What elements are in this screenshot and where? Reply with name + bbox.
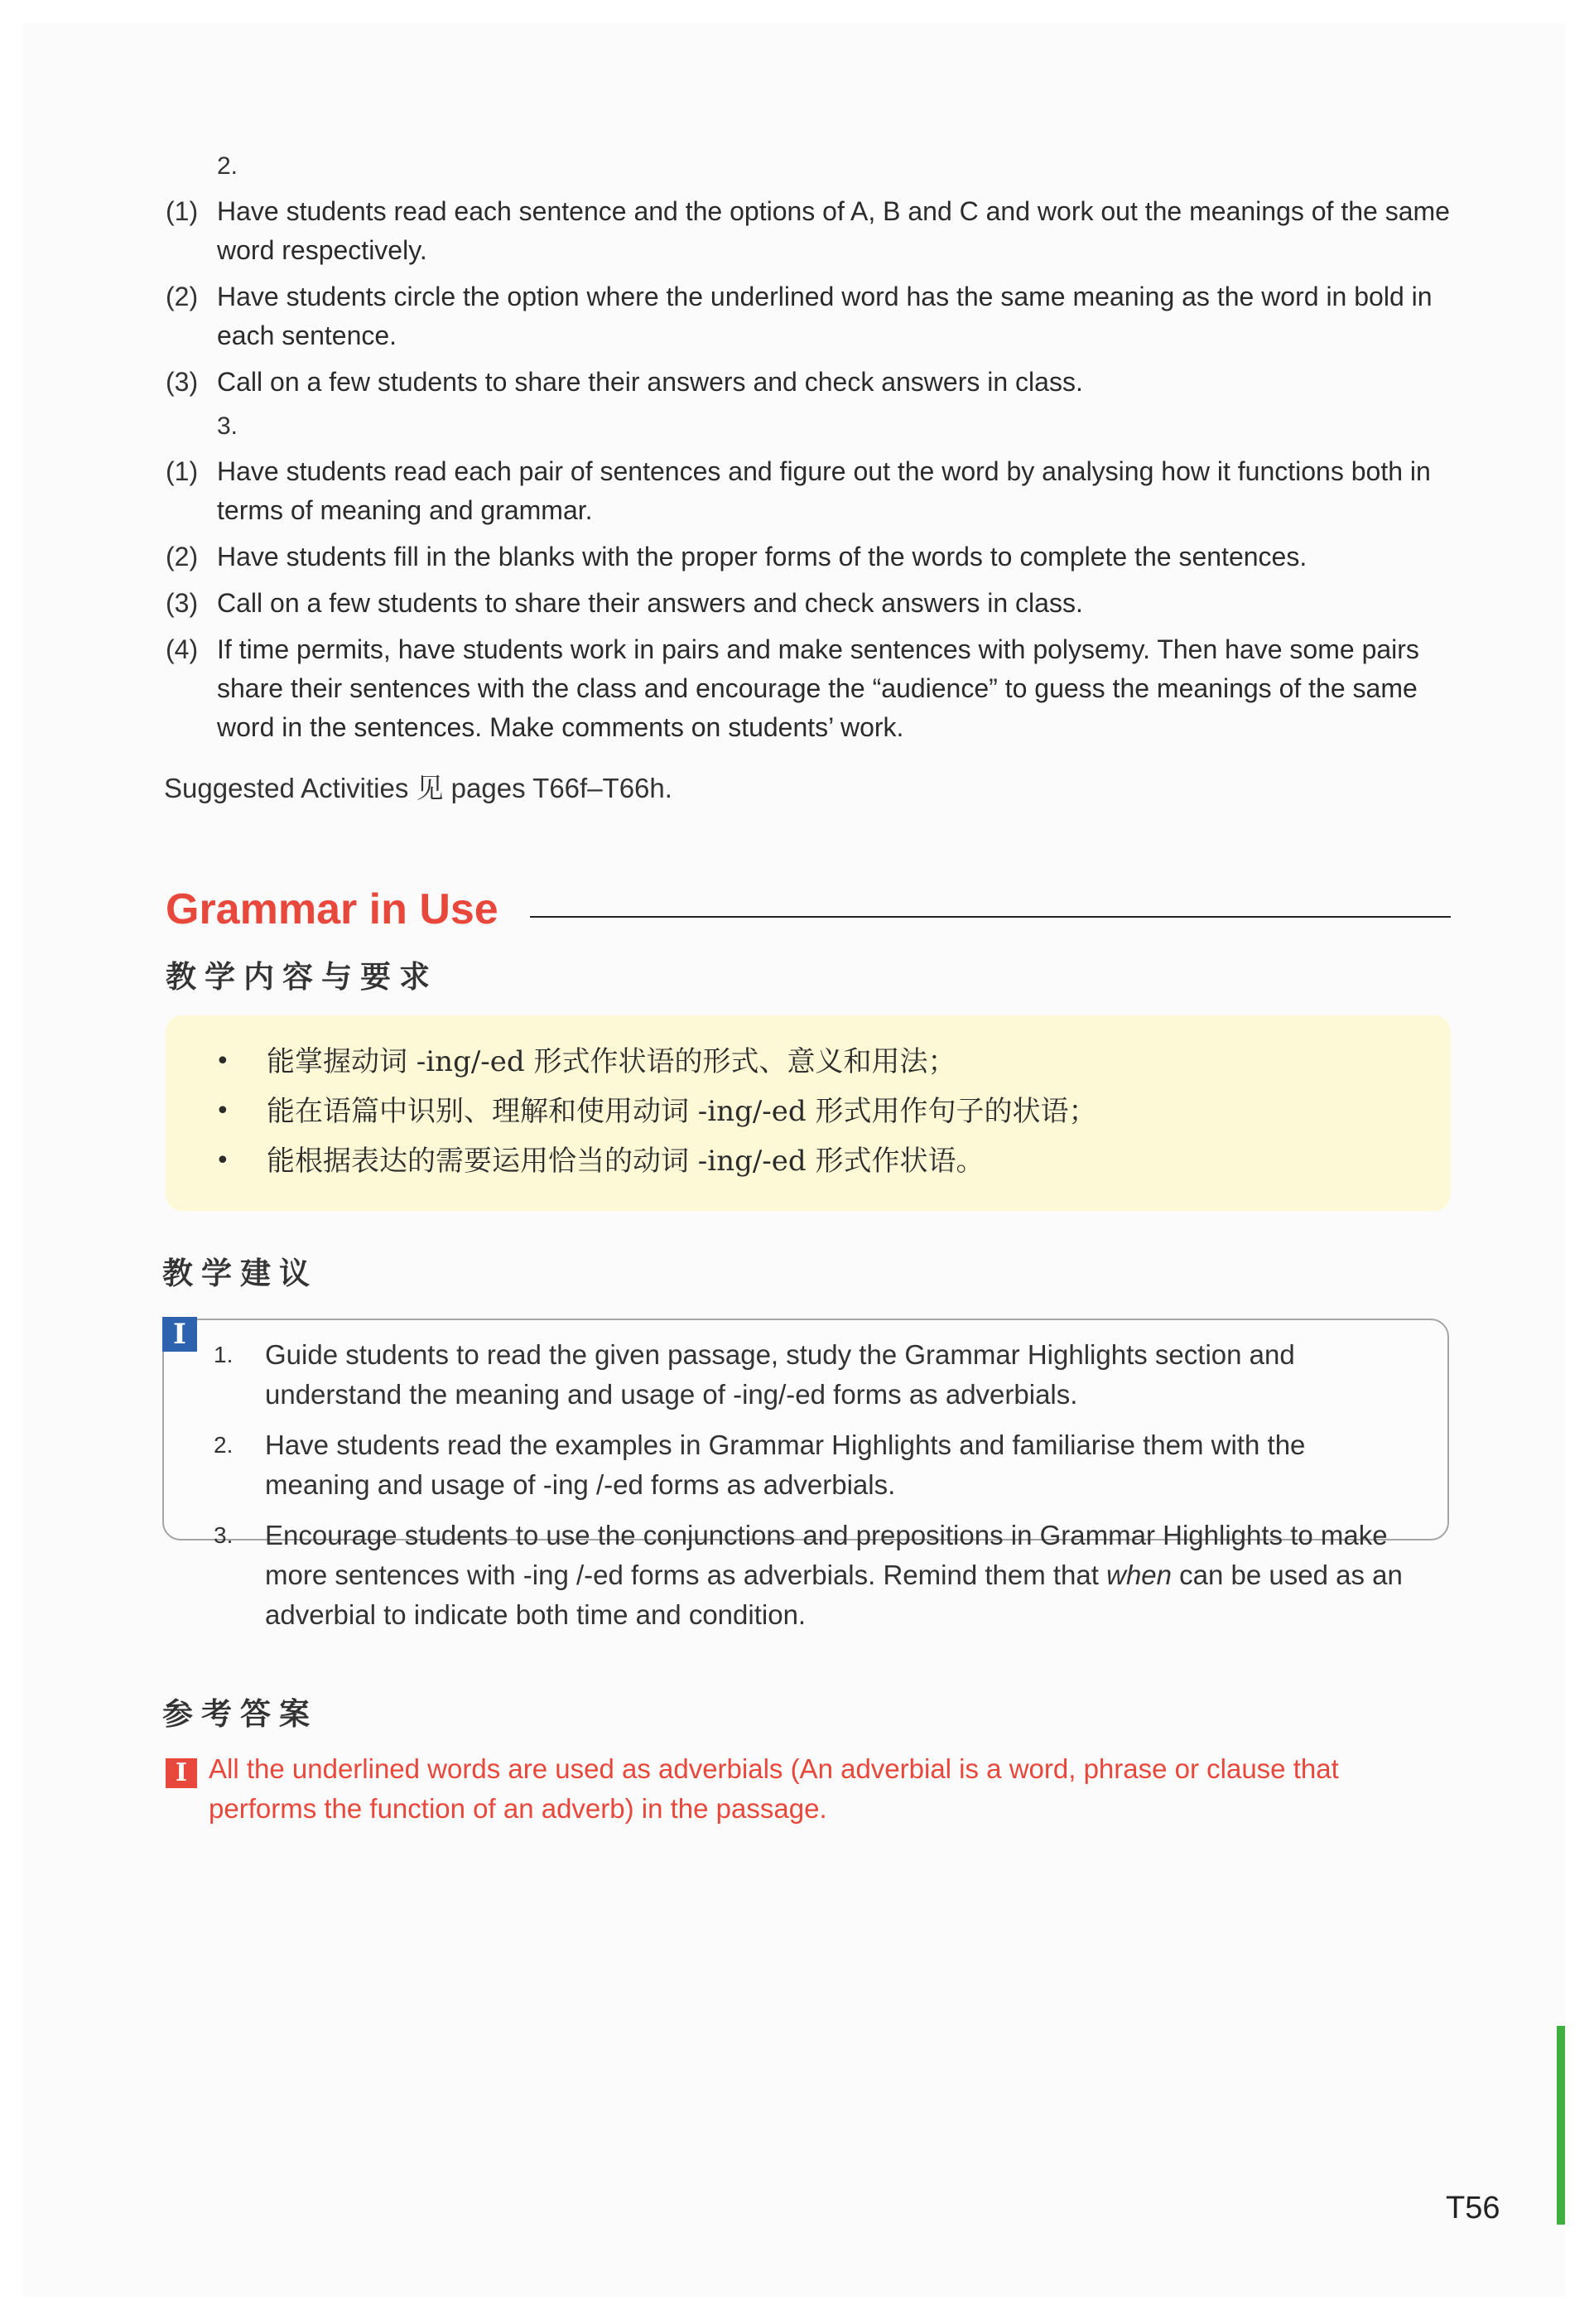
step-number: (4) (166, 634, 199, 664)
suggestions-list (214, 1335, 1411, 1646)
step-text: Call on a few students to share their answers and check answers in class. (217, 588, 1083, 618)
activity-number: 3. (217, 412, 238, 440)
step-number: (3) (166, 588, 199, 618)
requirement-text: 能在语篇中识别、理解和使用动词 -ing/-ed 形式用作句子的状语； (267, 1095, 1097, 1128)
bullet-icon: • (215, 1097, 230, 1126)
title-divider (530, 916, 1451, 918)
requirements-box (166, 1015, 1451, 1211)
requirement-text: 能掌握动词 -ing/-ed 形式作状语的形式、意义和用法； (267, 1045, 956, 1078)
suggestion-text: Guide students to read the given passage, study the Grammar Highlights section and understand the meaning and usage of -ing/-ed forms as adverbials. (265, 1339, 1295, 1410)
side-tab-marker (1557, 2026, 1565, 2225)
section-badge: I (162, 1317, 197, 1352)
step-number: (2) (166, 542, 199, 571)
answers-text: All the underlined words are used as adverbials (An adverbial is a word, phrase or clause that performs the function of an adverb) in the passage. (209, 1753, 1339, 1824)
step-text: Call on a few students to share their answers and check answers in class. (217, 367, 1083, 397)
suggestion-item (214, 1425, 1411, 1505)
activity-step (166, 452, 1457, 530)
suggestion-text: Have students read the examples in Grammar Highlights and familiarise them with the meaning and usage of -ing /-ed forms as adverbials. (265, 1430, 1306, 1500)
activity-steps (166, 149, 1457, 755)
suggestion-item (214, 1516, 1411, 1635)
section-title: Grammar in Use (166, 885, 498, 933)
bullet-icon: • (215, 1047, 230, 1076)
activity-number: 2. (217, 152, 238, 180)
emphasized-word: when (1106, 1560, 1172, 1590)
activity-step (166, 538, 1457, 576)
step-number: (2) (166, 282, 199, 311)
step-text: If time permits, have students work in pairs and make sentences with polysemy. Then have some pairs share their sentences with the class and encourage the “audience” to guess the meanings of the same word in the sentences. Make comments on students’ work. (217, 634, 1419, 742)
step-text: Have students circle the option where the underlined word has the same meaning as the word in bold in each sentence. (217, 282, 1433, 350)
suggestion-item (214, 1335, 1411, 1415)
activity-step (166, 192, 1457, 270)
requirements-heading: 教学内容与要求 (166, 959, 438, 995)
requirement-item (215, 1136, 1451, 1186)
answers-heading: 参考答案 (162, 1696, 318, 1732)
suggestion-number: 3. (214, 1522, 234, 1548)
answers-badge: I (166, 1758, 197, 1788)
activity-step (166, 363, 1457, 402)
suggestions-heading: 教学建议 (162, 1256, 318, 1291)
step-number: (1) (166, 456, 199, 486)
step-number: (3) (166, 367, 199, 397)
step-number: (1) (166, 196, 199, 226)
step-text: Have students fill in the blanks with the proper forms of the words to complete the sentences. (217, 542, 1307, 571)
activity-step (166, 630, 1457, 747)
page-number: T56 (1446, 2191, 1500, 2225)
suggestion-number: 1. (214, 1342, 234, 1367)
requirement-item (215, 1087, 1451, 1136)
suggestion-text: Encourage students to use the conjunctions and prepositions in Grammar Highlights to make more sentences with -ing /-ed forms as adverbials. Remind them that when can be used as an adverbial to indicate both time and condition. (265, 1520, 1403, 1630)
step-text: Have students read each sentence and the options of A, B and C and work out the meanings of the same word respectively. (217, 196, 1450, 265)
activity-step (166, 277, 1457, 355)
requirement-text: 能根据表达的需要运用恰当的动词 -ing/-ed 形式作状语。 (267, 1145, 985, 1178)
step-text: Have students read each pair of sentences and figure out the word by analysing how it functions both in terms of meaning and grammar. (217, 456, 1431, 525)
bullet-icon: • (215, 1146, 230, 1175)
requirement-item (215, 1037, 1451, 1087)
suggestion-number: 2. (214, 1432, 234, 1458)
suggested-activities-note: Suggested Activities 见 pages T66f–T66h. (164, 773, 672, 803)
activity-step (166, 584, 1457, 623)
